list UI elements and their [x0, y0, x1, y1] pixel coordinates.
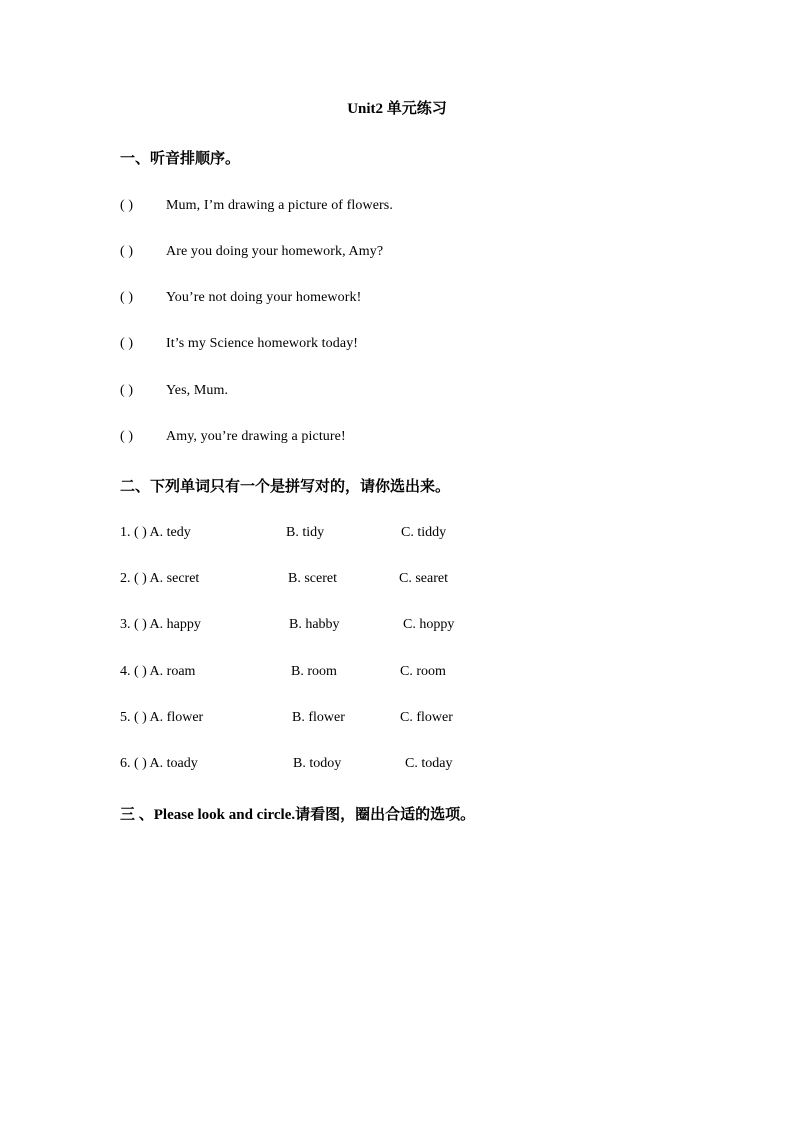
question-option-a[interactable]: 5. ( ) A. flower [120, 710, 204, 725]
ordering-item [120, 198, 393, 214]
question-option-a[interactable]: 1. ( ) A. tedy [120, 525, 191, 540]
ordering-item [120, 429, 346, 445]
ordering-sentence: It’s my Science homework today! [166, 336, 359, 351]
question-option-b[interactable]: B. flower [292, 710, 345, 725]
ordering-item [120, 383, 228, 399]
section-3-heading: 三 、Please look and circle.请看图，圈出合适的选项。 [120, 807, 476, 823]
question-option-a[interactable]: 6. ( ) A. toady [120, 756, 198, 771]
ordering-sentence: Are you doing your homework, Amy? [166, 244, 384, 259]
question-option-c[interactable]: C. room [400, 664, 446, 679]
answer-blank[interactable]: ( ) [120, 244, 134, 259]
question-option-b[interactable]: B. room [291, 664, 337, 679]
ordering-sentence: You’re not doing your homework! [166, 290, 362, 305]
section-1-heading: 一、听音排顺序。 [120, 151, 241, 167]
question-option-c[interactable]: C. today [405, 756, 453, 771]
ordering-item [120, 290, 361, 306]
answer-blank[interactable]: ( ) [120, 336, 134, 351]
ordering-sentence: Amy, you’re drawing a picture! [166, 429, 346, 444]
answer-blank[interactable]: ( ) [120, 383, 134, 398]
question-option-a[interactable]: 3. ( ) A. happy [120, 617, 201, 632]
question-option-c[interactable]: C. flower [400, 710, 453, 725]
ordering-item [120, 336, 358, 352]
question-option-a[interactable]: 4. ( ) A. roam [120, 664, 196, 679]
question-option-b[interactable]: B. todoy [293, 756, 342, 771]
page-title: Unit2 单元练习 [347, 101, 447, 117]
question-option-b[interactable]: B. sceret [288, 571, 337, 586]
question-option-c[interactable]: C. searet [399, 571, 448, 586]
question-option-b[interactable]: B. tidy [286, 525, 325, 540]
answer-blank[interactable]: ( ) [120, 290, 134, 305]
ordering-sentence: Mum, I’m drawing a picture of flowers. [166, 198, 393, 213]
answer-blank[interactable]: ( ) [120, 429, 134, 444]
question-option-c[interactable]: C. tiddy [401, 525, 447, 540]
ordering-item [120, 244, 383, 260]
ordering-sentence: Yes, Mum. [166, 383, 229, 398]
answer-blank[interactable]: ( ) [120, 198, 134, 213]
question-option-c[interactable]: C. hoppy [403, 617, 455, 632]
question-option-b[interactable]: B. habby [289, 617, 340, 632]
question-option-a[interactable]: 2. ( ) A. secret [120, 571, 200, 586]
section-2-heading: 二、下列单词只有一个是拼写对的，请你选出来。 [120, 479, 451, 495]
